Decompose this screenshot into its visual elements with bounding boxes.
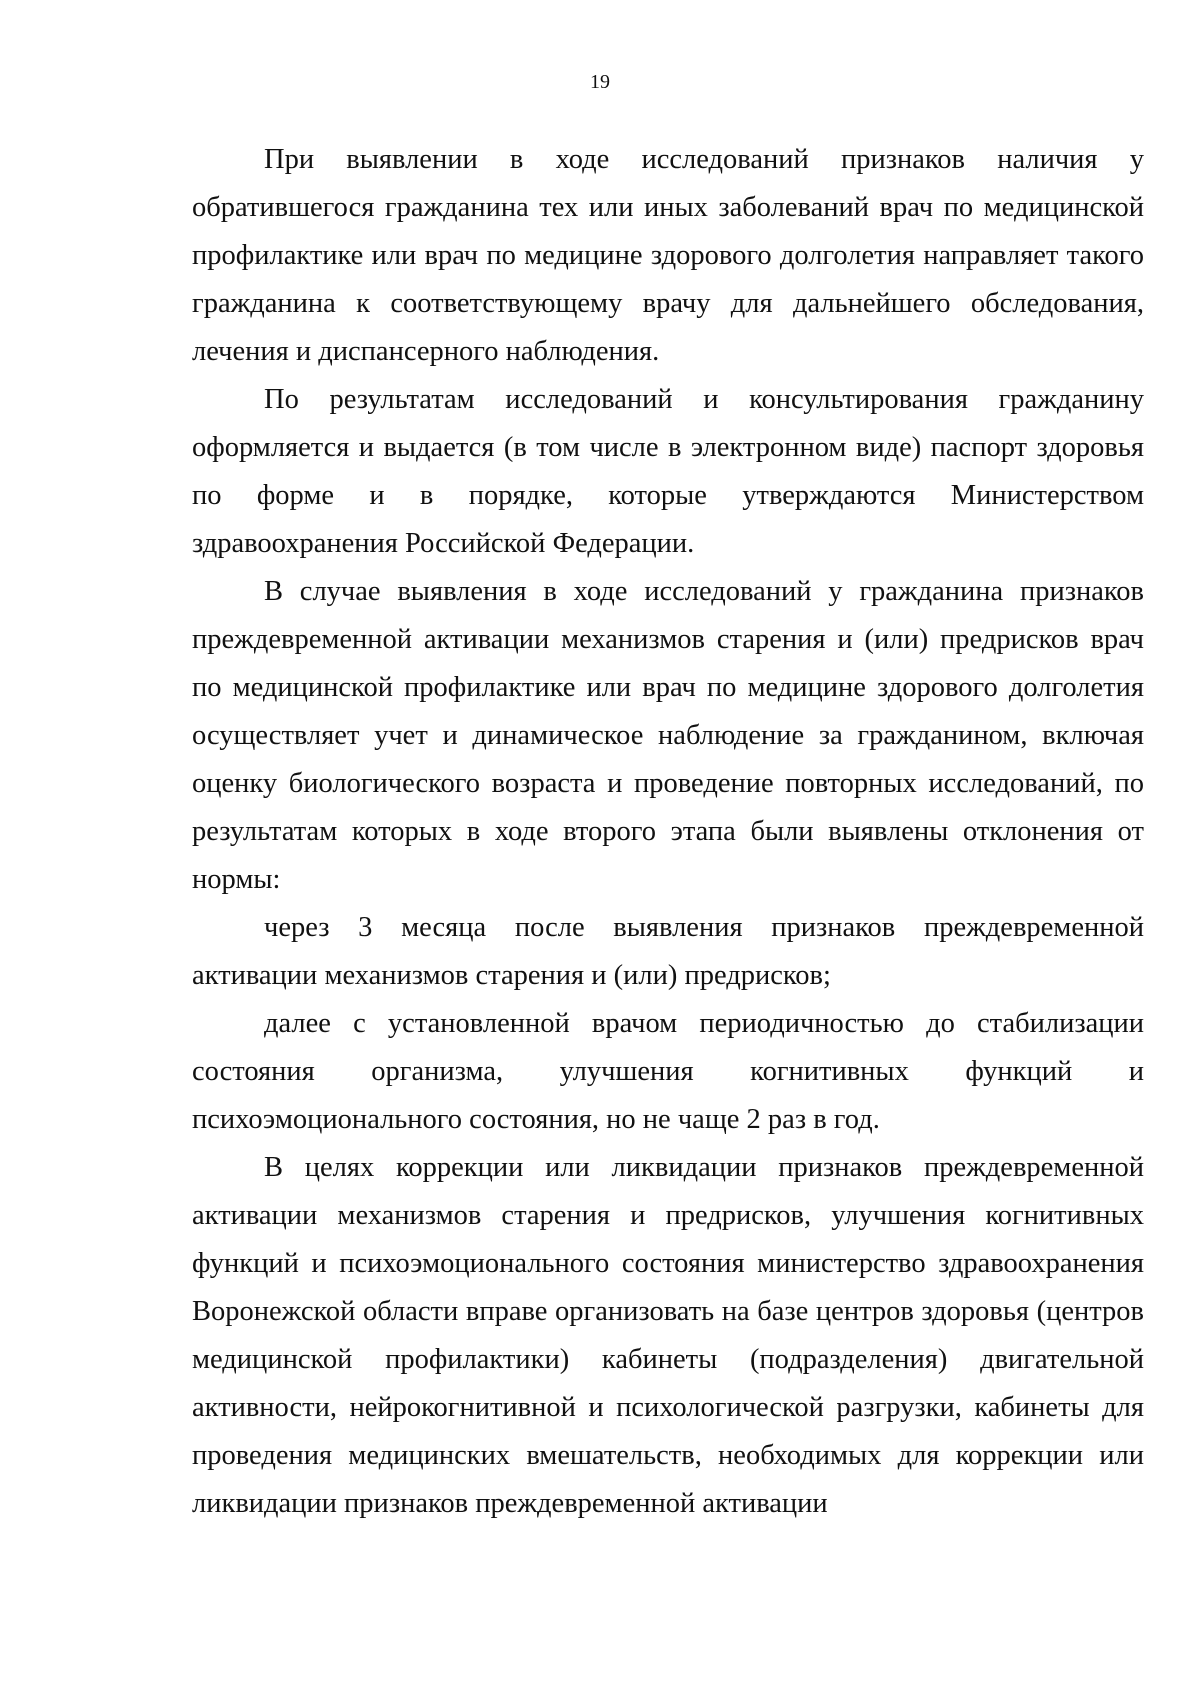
page-number: 19: [590, 71, 610, 93]
paragraph-dynamic-observation: В случае выявления в ходе исследований у гражданина признаков преждевременной активации механизмов старения и (или) предрисков врач по медицинской профилактике или врач по медицине здорового долголетия осуществляет учет и динамическое наблюдение за гражданином, включая оценку биологического возраста и проведение повторных исследований, по результатам которых в ходе второго этапа были выявлены отклонения от нормы:: [192, 576, 1144, 895]
paragraph-observation-3-months: через 3 месяца после выявления признаков преждевременной активации механизмов старения и (или) предрисков;: [192, 912, 1144, 991]
paragraph-health-passport: По результатам исследований и консультирования гражданину оформляется и выдается (в том числе в электронном виде) паспорт здоровья по форме и в порядке, которые утверждаются Министерством здравоохранения Российской Федерации.: [192, 384, 1144, 559]
paragraph-observation-periodic: далее с установленной врачом периодичностью до стабилизации состояния организма, улучшения когнитивных функций и психоэмоционального состояния, но не чаще 2 раз в год.: [192, 1008, 1144, 1135]
paragraph-correction-cabinets: В целях коррекции или ликвидации признаков преждевременной активации механизмов старения и предрисков, улучшения когнитивных функций и психоэмоционального состояния министерство здравоохранения Воронежской области вправе организовать на базе центров здоровья (центров медицинской профилактики) кабинеты (подразделения) двигательной активности, нейрокогнитивной и психологической разгрузки, кабинеты для проведения медицинских вмешательств, необходимых для коррекции или ликвидации признаков преждевременной активации: [192, 1152, 1144, 1519]
paragraph-referral: При выявлении в ходе исследований признаков наличия у обратившегося гражданина тех или иных заболеваний врач по медицинской профилактике или врач по медицине здорового долголетия направляет такого гражданина к соответствующему врачу для дальнейшего обследования, лечения и диспансерного наблюдения.: [192, 144, 1144, 367]
document-body: [192, 136, 1144, 1528]
